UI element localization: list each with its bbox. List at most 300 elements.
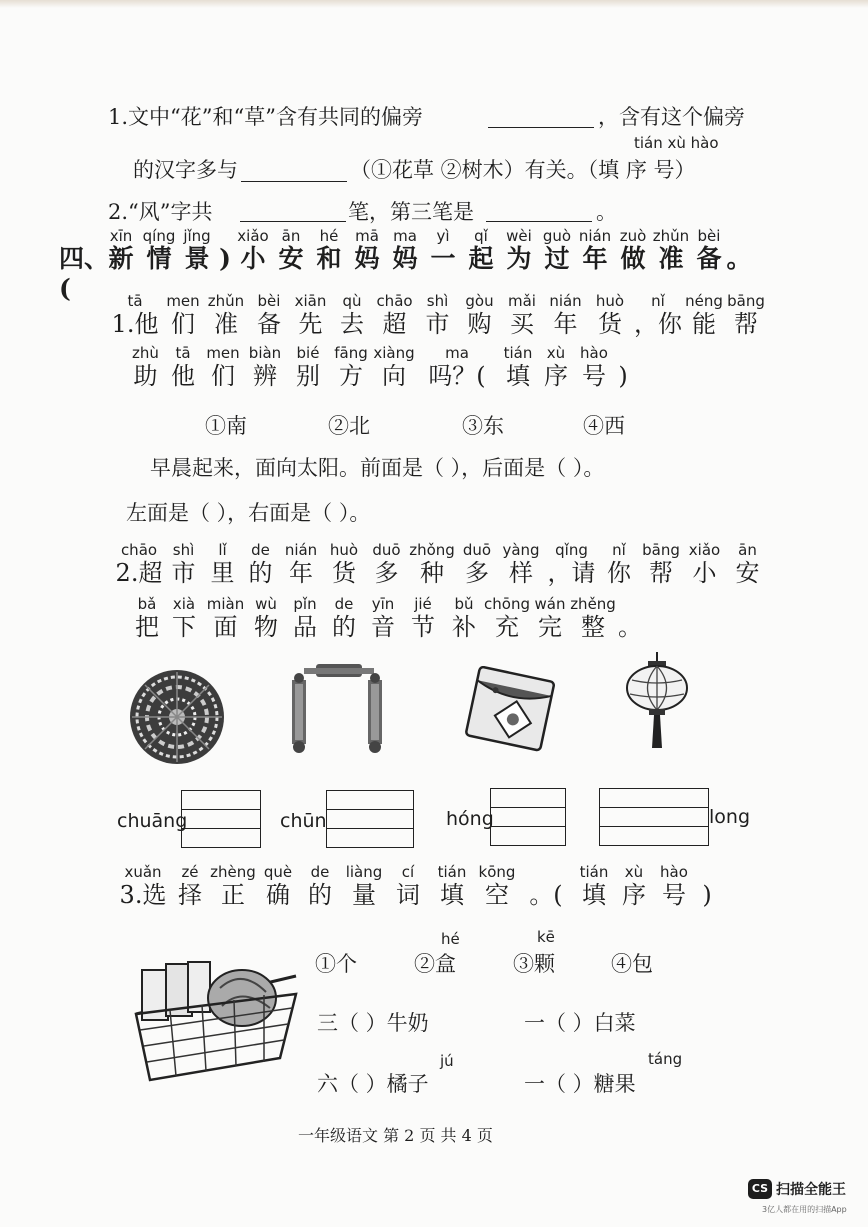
ruby-char: [163, 345, 203, 391]
ruby-char: [249, 293, 289, 339]
option-east: ③东: [462, 414, 504, 438]
pinyin: tā: [175, 344, 191, 362]
hanzi: 的: [308, 881, 332, 909]
couplets-image: [284, 662, 394, 754]
hanzi: 准: [658, 244, 684, 273]
ruby-char: [247, 596, 285, 642]
hanzi: ): [219, 244, 231, 273]
pinyin: xià: [172, 595, 196, 613]
q2-line1: [114, 542, 769, 588]
ruby-char: [728, 228, 750, 274]
pinyin-tang: táng: [648, 1050, 683, 1068]
ruby-char: [415, 345, 499, 391]
ruby-char: [340, 864, 388, 910]
pinyin: bāng: [642, 541, 680, 559]
pinyin: kōng: [478, 863, 516, 881]
ruby-char: [417, 293, 458, 339]
hanzi: 备: [696, 244, 722, 273]
ruby-char: [615, 596, 645, 642]
pinyin: hào: [580, 344, 608, 362]
ruby-char: [537, 345, 575, 391]
ruby-char: [325, 596, 363, 642]
ruby-char: [684, 293, 724, 339]
ruby-char: [654, 864, 694, 910]
hanzi: 先: [298, 310, 323, 338]
pinyin: shì: [172, 541, 195, 559]
ruby-char: [242, 542, 279, 588]
pinyin: zuò: [619, 227, 647, 245]
page-footer: 一年级语文 第 2 页 共 4 页: [298, 1126, 493, 1145]
pinyin: miàn: [206, 595, 245, 613]
ruby-char: [499, 345, 537, 391]
ruby-char: [279, 542, 323, 588]
ruby-char: [289, 293, 332, 339]
pinyin: xiǎo: [688, 541, 721, 559]
pinyin: wèi: [506, 227, 532, 245]
pinyin: guò: [542, 227, 572, 245]
pinyin: duō: [372, 541, 401, 559]
hanzi: 充: [495, 613, 519, 641]
ruby-char: [329, 345, 373, 391]
hanzi: 1.他: [111, 310, 159, 338]
hanzi: 货: [598, 310, 622, 338]
red-lantern-image: [624, 650, 690, 750]
hanzi: 市: [171, 559, 196, 587]
pinyin: zhǔn: [207, 292, 245, 310]
pinyin: wù: [255, 595, 277, 613]
ruby-char: [632, 293, 684, 339]
ruby-char: [210, 864, 256, 910]
q3-title: [116, 864, 720, 910]
hanzi: 情: [146, 244, 172, 273]
hanzi: 样: [509, 559, 533, 587]
watermark-title: 扫描全能王: [776, 1182, 846, 1198]
hanzi: 年: [582, 244, 608, 273]
hanzi: 的: [248, 559, 273, 587]
ruby-char: [501, 293, 543, 339]
hanzi: 帮: [734, 310, 758, 338]
pinyin-line: tián xù hào: [634, 134, 719, 152]
hanzi: 向: [382, 362, 406, 390]
hanzi: 节: [411, 613, 435, 641]
pinyin: qǐng: [555, 541, 588, 559]
hanzi: 买: [510, 310, 534, 338]
pinyin: de: [251, 541, 270, 559]
syllable-long: long: [709, 806, 751, 828]
pinyin-writing-box[interactable]: [326, 790, 414, 848]
hanzi: 空: [485, 881, 509, 909]
ruby-char: [724, 293, 768, 339]
pinyin: mǎi: [508, 292, 536, 310]
hanzi: 面: [213, 613, 238, 641]
hanzi: 多: [374, 559, 399, 587]
ruby-char: [203, 542, 242, 588]
ruby-char: [538, 228, 576, 274]
pinyin: chāo: [120, 541, 158, 559]
q3-item2-text-c: 。: [596, 200, 617, 224]
hanzi: 正: [221, 881, 245, 909]
ruby-char: [234, 228, 272, 274]
syllable-hong: hóng: [446, 808, 494, 830]
ruby-char: [574, 864, 614, 910]
pinyin: tā: [127, 292, 143, 310]
q3-row1-a: 三（ ）牛奶: [317, 1011, 429, 1035]
ruby-char: [683, 542, 726, 588]
pinyin: duō: [462, 541, 492, 559]
pinyin: hé: [319, 227, 339, 245]
pinyin: zhěng: [570, 595, 616, 613]
pinyin: jié: [414, 595, 432, 613]
ruby-char: [544, 542, 599, 588]
hanzi: 四、(: [59, 244, 110, 303]
hanzi: 小: [240, 244, 266, 273]
hanzi: 去: [340, 310, 364, 338]
ruby-char: [140, 228, 178, 274]
pinyin: qǐ: [474, 227, 488, 245]
q1-line2: [128, 345, 633, 391]
hanzi: 音: [371, 613, 395, 641]
ruby-char: [518, 864, 574, 910]
camscanner-logo: CS: [748, 1179, 772, 1199]
pinyin: huò: [595, 292, 625, 310]
ruby-char: [408, 542, 456, 588]
ruby-char: [287, 345, 329, 391]
q3-item1-text-c: 的汉字多与: [133, 158, 238, 182]
ruby-char: [114, 542, 164, 588]
hanzi: 辨: [253, 362, 277, 390]
hanzi: 。: [618, 613, 642, 641]
window-paper-cut-image: [128, 668, 226, 766]
hanzi: 物: [254, 613, 278, 641]
q3-row2-a: 六（ ）橘子: [317, 1072, 429, 1096]
ruby-char: [365, 542, 408, 588]
ruby-char: [272, 228, 310, 274]
hanzi: 量: [352, 881, 376, 909]
ruby-char: [59, 228, 110, 303]
pinyin: nián: [549, 292, 582, 310]
pinyin-writing-box[interactable]: [490, 788, 566, 846]
hanzi: 词: [396, 881, 420, 909]
hanzi: ，你: [634, 310, 682, 338]
ruby-char: [529, 596, 571, 642]
ruby-char: [164, 542, 203, 588]
hanzi: 填: [582, 881, 606, 909]
ruby-char: [639, 542, 683, 588]
hanzi: 准: [214, 310, 238, 338]
hanzi: 3.选: [119, 881, 167, 909]
ruby-char: [372, 293, 417, 339]
ruby-char: [588, 293, 632, 339]
ruby-char: [458, 293, 501, 339]
q3-item1-text-b: ，含有这个偏旁: [598, 105, 745, 129]
red-envelope-image: [462, 666, 562, 752]
ruby-char: [424, 228, 462, 274]
option-north: ②北: [328, 414, 370, 438]
hanzi: 为: [506, 244, 532, 273]
hanzi: 和: [316, 244, 342, 273]
pinyin: shì: [426, 292, 449, 310]
pinyin: tián: [437, 863, 467, 881]
ruby-char: [203, 345, 243, 391]
pinyin: yì: [436, 227, 450, 245]
hanzi: 景: [184, 244, 210, 273]
pinyin: zhǔn: [652, 227, 690, 245]
option-bao: ④包: [611, 952, 653, 976]
pinyin: ma: [393, 227, 417, 245]
hanzi: 做: [620, 244, 646, 273]
hanzi: 方: [339, 362, 363, 390]
q1-line1: [107, 293, 768, 339]
hanzi: 种: [420, 559, 444, 587]
pinyin: nǐ: [651, 292, 665, 310]
hanzi: ): [702, 881, 712, 909]
ruby-char: [363, 596, 403, 642]
hanzi: 超: [382, 310, 407, 338]
pinyin: xiān: [294, 292, 327, 310]
option-south: ①南: [205, 414, 247, 438]
q1-sentence2: 左面是（ ），右面是（ ）。: [126, 501, 371, 525]
q3-item2-text-b: 笔，第三笔是: [348, 200, 474, 224]
hanzi: 新: [108, 244, 134, 273]
hanzi: 帮: [649, 559, 673, 587]
pinyin: xù: [546, 344, 566, 362]
ruby-char: [403, 596, 443, 642]
hanzi: 能: [692, 310, 716, 338]
pinyin: nián: [284, 541, 318, 559]
pinyin: néng: [685, 292, 723, 310]
hanzi: 号: [662, 881, 686, 909]
hanzi: 品: [293, 613, 317, 641]
ruby-char: [388, 864, 428, 910]
hanzi: 市: [425, 310, 450, 338]
pinyin: bāng: [727, 292, 765, 310]
ruby-char: [130, 596, 164, 642]
hanzi: 整: [581, 613, 605, 641]
answer-blank[interactable]: [486, 221, 592, 222]
ruby-char: [170, 864, 210, 910]
ruby-char: [256, 864, 300, 910]
hanzi: 序: [622, 881, 646, 909]
pinyin: qíng: [142, 227, 176, 245]
hanzi: 们: [171, 310, 195, 338]
pinyin-ke: kē: [537, 928, 555, 946]
ruby-char: [498, 542, 544, 588]
pinyin-writing-box[interactable]: [181, 790, 261, 848]
hanzi: 确: [266, 881, 290, 909]
ruby-char: [285, 596, 325, 642]
ruby-char: [102, 228, 140, 274]
pinyin: chāo: [376, 292, 413, 310]
hanzi: 的: [332, 613, 356, 641]
hanzi: 安: [278, 244, 304, 273]
pinyin-he: hé: [441, 930, 460, 948]
pinyin: yàng: [502, 541, 540, 559]
ruby-char: [575, 345, 613, 391]
option-ge: ①个: [315, 952, 357, 976]
hanzi: 小: [692, 559, 717, 587]
hanzi: 起: [468, 244, 494, 273]
ruby-char: [428, 864, 476, 910]
hanzi: 别: [296, 362, 320, 390]
ruby-char: [107, 293, 163, 339]
ruby-char: [373, 345, 415, 391]
hanzi: 。: [726, 244, 752, 273]
ruby-char: [323, 542, 365, 588]
hanzi: 一: [430, 244, 456, 273]
pinyin: zhù: [132, 344, 159, 362]
hanzi: 们: [211, 362, 235, 390]
pinyin: zhèng: [210, 863, 256, 881]
pinyin: yīn: [371, 595, 395, 613]
hanzi: 。(: [529, 881, 563, 909]
pinyin: xīn: [109, 227, 133, 245]
pinyin: men: [206, 344, 240, 362]
ruby-char: [332, 293, 372, 339]
q1-sentence1: 早晨起来，面向太阳。前面是（ ），后面是（ ）。: [150, 456, 605, 480]
hanzi: 年: [553, 310, 578, 338]
hanzi: 填: [506, 362, 530, 390]
q2-line2: [130, 596, 645, 642]
hanzi: 备: [257, 310, 281, 338]
hanzi: 助: [133, 362, 158, 390]
answer-blank[interactable]: [241, 181, 347, 182]
pinyin: fāng: [334, 344, 368, 362]
pinyin: gòu: [465, 292, 494, 310]
ruby-char: [485, 596, 529, 642]
pinyin: men: [166, 292, 200, 310]
ruby-char: [462, 228, 500, 274]
hanzi: 妈: [354, 244, 380, 273]
hanzi: 填: [440, 881, 464, 909]
ruby-char: [694, 864, 720, 910]
hanzi: 序: [544, 362, 568, 390]
hanzi: 你: [607, 559, 631, 587]
hanzi: 年: [289, 559, 313, 587]
ruby-char: [500, 228, 538, 274]
ruby-char: [614, 864, 654, 910]
q3-item1-text-a: 1.文中“花”和“草”含有共同的偏旁: [108, 105, 423, 129]
ruby-char: [128, 345, 163, 391]
ruby-char: [726, 542, 769, 588]
q3-row1-b: 一（ ）白菜: [524, 1011, 636, 1035]
hanzi: 择: [178, 881, 202, 909]
hanzi: 妈: [392, 244, 418, 273]
ruby-char: [348, 228, 386, 274]
ruby-char: [163, 293, 203, 339]
ruby-char: [476, 864, 518, 910]
pinyin: bié: [296, 344, 320, 362]
pinyin: wán: [534, 595, 566, 613]
watermark-subtitle: 3亿人都在用的扫描App: [762, 1205, 847, 1214]
ruby-char: [216, 228, 234, 274]
ruby-char: [243, 345, 287, 391]
syllable-chuang: chuāng: [117, 810, 188, 832]
hanzi: 里: [210, 559, 235, 587]
pinyin: cí: [401, 863, 415, 881]
ruby-char: [652, 228, 690, 274]
pinyin: què: [263, 863, 293, 881]
hanzi: 货: [332, 559, 356, 587]
pinyin: xiǎo: [237, 227, 269, 245]
ruby-char: [203, 293, 249, 339]
pinyin: huò: [329, 541, 359, 559]
ruby-char: [116, 864, 170, 910]
hanzi: 2.超: [115, 559, 163, 587]
hanzi: 他: [171, 362, 195, 390]
hanzi: ): [618, 362, 628, 390]
pinyin-ju: jú: [440, 1052, 454, 1070]
pinyin: zé: [181, 863, 199, 881]
option-west: ④西: [583, 414, 625, 438]
hanzi: 购: [467, 310, 492, 338]
pinyin: xuǎn: [124, 863, 162, 881]
option-ke: ③颗: [513, 952, 555, 976]
syllable-chun: chūn: [280, 810, 327, 832]
q3-item2-text-a: 2.“风”字共: [108, 200, 213, 224]
hanzi: 过: [544, 244, 570, 273]
option-he: ②盒: [414, 952, 456, 976]
pinyin: lǐ: [218, 541, 227, 559]
hanzi: 补: [452, 613, 476, 641]
hanzi: 吗？(: [428, 362, 486, 390]
pinyin: mā: [355, 227, 379, 245]
ruby-char: [599, 542, 639, 588]
ruby-char: [300, 864, 340, 910]
ruby-char: [571, 596, 615, 642]
ruby-char: [614, 228, 652, 274]
pinyin: nǐ: [612, 541, 626, 559]
ruby-char: [204, 596, 247, 642]
pinyin: nián: [578, 227, 612, 245]
hanzi: 安: [735, 559, 760, 587]
q3-row2-b: 一（ ）糖果: [524, 1072, 636, 1096]
pinyin: jǐng: [183, 227, 211, 245]
pinyin: chōng: [484, 595, 530, 613]
hanzi: ，请: [547, 559, 596, 587]
ruby-char: [178, 228, 216, 274]
pinyin: pǐn: [293, 595, 317, 613]
ruby-char: [164, 596, 204, 642]
ruby-char: [443, 596, 485, 642]
ruby-char: [456, 542, 498, 588]
pinyin: bèi: [257, 292, 281, 310]
pinyin: qù: [342, 292, 362, 310]
answer-blank[interactable]: [240, 221, 346, 222]
pinyin: de: [310, 863, 330, 881]
pinyin: bèi: [697, 227, 721, 245]
pinyin: xù: [624, 863, 644, 881]
pinyin-writing-box[interactable]: [599, 788, 709, 846]
hanzi: 下: [172, 613, 196, 641]
hanzi: 把: [135, 613, 159, 641]
shopping-basket-image: [130, 958, 302, 1088]
ruby-char: [543, 293, 588, 339]
pinyin: xiàng: [373, 344, 415, 362]
answer-blank[interactable]: [488, 127, 594, 128]
pinyin: biàn: [248, 344, 282, 362]
pinyin: liàng: [345, 863, 383, 881]
hanzi: 号: [582, 362, 606, 390]
pinyin: de: [334, 595, 354, 613]
pinyin: tián: [579, 863, 609, 881]
pinyin: hào: [660, 863, 688, 881]
pinyin: ān: [281, 227, 301, 245]
hanzi: 多: [465, 559, 489, 587]
ruby-char: [576, 228, 614, 274]
pinyin: tián: [503, 344, 533, 362]
ruby-char: [613, 345, 633, 391]
pinyin: ma: [445, 344, 469, 362]
